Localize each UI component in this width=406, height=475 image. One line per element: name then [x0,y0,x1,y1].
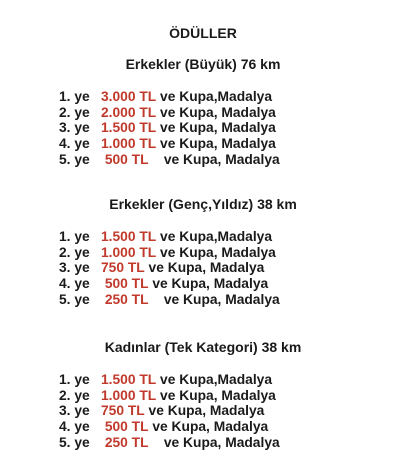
prize-row [59,229,280,245]
rank-label: 4. ye [59,419,90,435]
prize-row [59,120,280,136]
prize-list [59,89,280,167]
prize-amount: 500 TL [101,151,149,167]
prize-extra: ve Kupa, Madalya [144,403,265,419]
prize-amount: 500 TL [101,276,149,292]
prize-extra: ve Kupa, Madalya [148,291,280,307]
prize-extra: ve Kupa, Madalya [148,419,269,435]
rank-label: 5. ye [59,434,90,450]
prize-amount: 2.000 TL [101,104,157,120]
prize-extra: ve Kupa, Madalya [148,151,280,167]
prize-row [59,388,280,404]
prize-row [59,419,280,435]
rank-label: 5. ye [59,151,90,167]
rank-label: 4. ye [59,276,90,292]
prize-extra: ve Kupa, Madalya [156,387,276,403]
prize-amount: 1.500 TL [101,372,157,387]
prize-row [59,403,280,419]
prize-amount: 1.000 TL [101,136,157,152]
prize-amount: 1.500 TL [101,120,157,136]
prize-extra: ve Kupa, Madalya [148,434,280,450]
prize-amount: 250 TL [101,291,149,307]
section-women [0,339,406,450]
prize-row [59,372,280,388]
prize-extra: ve Kupa, Madalya [148,276,269,292]
prize-amount: 1.500 TL [101,229,157,244]
prize-row [59,435,280,451]
rank-label: 3. ye [59,403,90,419]
prize-list [59,372,280,450]
prize-extra: ve Kupa,Madalya [156,372,273,387]
rank-label: 4. ye [59,136,90,152]
prize-extra: ve Kupa,Madalya [156,229,273,244]
prize-row [59,89,280,105]
prize-extra: ve Kupa, Madalya [156,244,276,260]
prize-extra: ve Kupa,Madalya [156,89,273,104]
rank-label: 5. ye [59,291,90,307]
prize-amount: 500 TL [101,419,149,435]
rank-label: 2. ye [59,387,90,403]
section-heading: Erkekler (Genç,Yıldız) 38 km [109,196,297,212]
prize-row [59,260,280,276]
prize-extra: ve Kupa, Madalya [156,120,276,136]
prize-amount: 750 TL [101,403,145,419]
prize-list [59,229,280,307]
rank-label: 1. ye [59,372,90,387]
prize-row [59,276,280,292]
prize-extra: ve Kupa, Madalya [156,104,276,120]
prize-amount: 750 TL [101,260,145,276]
rank-label: 2. ye [59,104,90,120]
rank-label: 1. ye [59,89,90,104]
prize-row [59,105,280,121]
rank-label: 1. ye [59,229,90,244]
prize-amount: 1.000 TL [101,387,157,403]
rank-label: 3. ye [59,260,90,276]
prize-row [59,292,280,308]
page-title: ÖDÜLLER [169,25,237,41]
prize-amount: 1.000 TL [101,244,157,260]
rank-label: 2. ye [59,244,90,260]
prize-row [59,136,280,152]
prize-amount: 250 TL [101,434,149,450]
section-heading: Erkekler (Büyük) 76 km [125,56,281,72]
prize-extra: ve Kupa, Madalya [144,260,265,276]
prize-row [59,245,280,261]
prize-extra: ve Kupa, Madalya [156,136,276,152]
section-heading: Kadınlar (Tek Kategori) 38 km [104,339,302,355]
rank-label: 3. ye [59,120,90,136]
prize-amount: 3.000 TL [101,89,157,104]
section-men-junior [0,196,406,307]
prize-row [59,152,280,168]
section-men-senior [0,56,406,167]
